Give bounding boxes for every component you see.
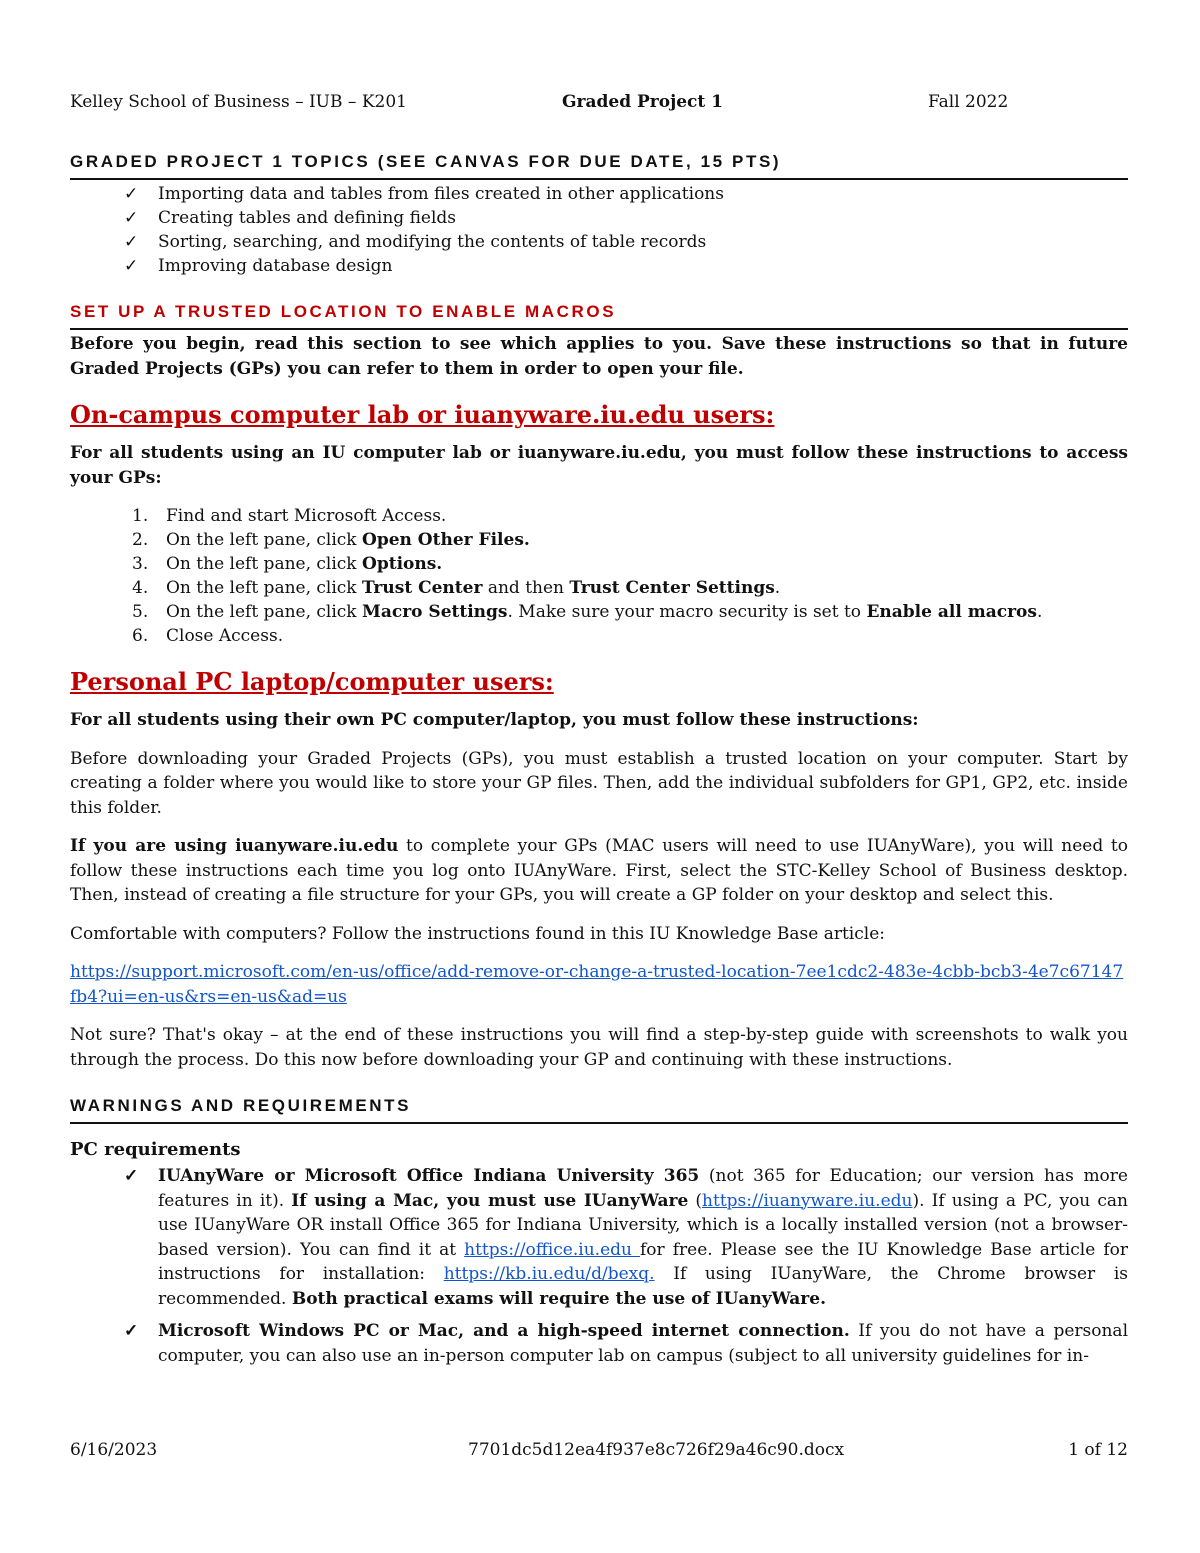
step-text: . Make sure your macro security is set to (507, 602, 867, 622)
oncampus-steps (70, 504, 1128, 648)
list-item (70, 528, 1128, 552)
req-text: ). If using a PC, you can use IUanyWare OR install Office 365 for Indiana University, which is a locally installed version (not a browser-based version). You can find it at (158, 1190, 1128, 1260)
list-item (70, 182, 1128, 206)
topics-heading (70, 148, 1128, 180)
step-text: Close Access. (166, 626, 284, 646)
pc-requirements-subhead: PC requirements (70, 1139, 241, 1160)
checkmark-icon: ✓ (124, 208, 139, 228)
step-text: and then (482, 578, 570, 598)
trusted-intro: Before you begin, read this section to see which applies to you. Save these instructions so that in future Graded Projects (GPs) you can refer to them in order to open your file. (70, 334, 1128, 379)
footer-date: 6/16/2023 (70, 1440, 158, 1460)
personal-para-4: Not sure? That's okay – at the end of these instructions you will find a step-by-step guide with screenshots to walk you through the process. Do this now before downloading your GP and continuing with these instructions. (70, 1025, 1128, 1070)
checkmark-icon: ✓ (124, 1321, 139, 1341)
req-text: for free. Please see the IU Knowledge Base article for instructions for installation: (158, 1239, 1128, 1284)
step-bold: Enable all macros (866, 602, 1037, 622)
trusted-location-heading: SET UP A TRUSTED LOCATION TO ENABLE MACROS (70, 298, 1128, 330)
checkmark-icon: ✓ (124, 184, 139, 204)
topic-text: Creating tables and defining fields (158, 208, 457, 228)
step-number: 6. (132, 626, 149, 646)
personal-heading: Personal PC laptop/computer users: (70, 667, 554, 696)
step-bold: Options. (362, 554, 443, 574)
list-item (70, 504, 1128, 528)
para-text: to complete your GPs (MAC users will need to use IUAnyWare), you will need to follow these instructions each time you log onto IUAnyWare. First, select the STC-Kelley School of Business desktop. Then, instead of creating a file structure for your GPs, you will create a GP folder on your desktop and select this. (70, 836, 1128, 905)
list-item (70, 552, 1128, 576)
list-item (70, 576, 1128, 600)
req-text: ( (688, 1190, 703, 1211)
para-bold: If you are using iuanyware.iu.edu (70, 836, 399, 856)
oncampus-intro: For all students using an IU computer lab or iuanyware.iu.edu, you must follow these instructions to access your GPs: (70, 443, 1128, 488)
checkmark-icon: ✓ (124, 256, 139, 276)
list-item (70, 624, 1128, 648)
topics-list (70, 182, 1128, 278)
checkmark-icon: ✓ (124, 232, 139, 252)
step-bold: Macro Settings (362, 602, 508, 622)
trusted-location-link[interactable]: https://support.microsoft.com/en-us/office/add-remove-or-change-a-trusted-location-7ee1cdc2-483e-4cbb-bcb3-4e7c67147fb4?ui=en-us&rs=en-us&ad=us (70, 962, 1124, 1007)
step-text: . (774, 578, 781, 598)
header-left: Kelley School of Business – IUB – K201 (70, 92, 407, 112)
req-text: (not 365 for Education; our version has more features in it). (158, 1166, 1128, 1211)
step-number: 4. (132, 578, 149, 598)
topic-text: Importing data and tables from files created in other applications (158, 184, 724, 204)
step-bold: Trust Center (362, 578, 483, 598)
step-text: On the left pane, click (166, 554, 363, 574)
checkmark-icon: ✓ (124, 1166, 139, 1186)
office-link[interactable]: https://office.iu.edu (464, 1239, 641, 1260)
topics-heading-text: GRADED PROJECT 1 TOPICS (SEE CANVAS FOR DUE DATE, 15 PTS) (70, 152, 782, 171)
list-item (70, 206, 1128, 230)
personal-para-2 (70, 834, 1128, 908)
step-text: On the left pane, click (166, 578, 363, 598)
oncampus-heading: On-campus computer lab or iuanyware.iu.edu users: (70, 400, 775, 429)
step-number: 5. (132, 602, 149, 622)
topic-text: Sorting, searching, and modifying the contents of table records (158, 232, 707, 252)
kb-link-paragraph (70, 960, 1128, 1009)
req-text: If using IUanyWare, the Chrome browser is recommended. (158, 1264, 1128, 1309)
page-content (70, 148, 1128, 1376)
personal-para-3: Comfortable with computers? Follow the instructions found in this IU Knowledge Base article: (70, 923, 885, 944)
personal-intro: For all students using their own PC computer/laptop, you must follow these instructions: (70, 710, 919, 730)
step-number: 3. (132, 554, 149, 574)
requirements-list (70, 1164, 1128, 1368)
list-item (70, 230, 1128, 254)
footer-filename: 7701dc5d12ea4f937e8c726f29a46c90.docx (468, 1440, 845, 1460)
list-item (70, 254, 1128, 278)
req-bold: Both practical exams will require the use of IUanyWare. (291, 1288, 826, 1309)
step-text: On the left pane, click (166, 602, 363, 622)
req-bold: IUAnyWare or Microsoft Office Indiana University 365 (158, 1166, 700, 1186)
iuanyware-link[interactable]: https://iuanyware.iu.edu (702, 1190, 913, 1211)
step-text: Find and start Microsoft Access. (166, 506, 447, 526)
step-text: . (1036, 602, 1043, 622)
kb-link[interactable]: https://kb.iu.edu/d/bexq. (443, 1264, 655, 1284)
step-number: 2. (132, 530, 149, 550)
header-right: Fall 2022 (928, 92, 1009, 112)
header-center: Graded Project 1 (562, 92, 723, 112)
document-page (70, 0, 1128, 1553)
list-item (70, 1319, 1128, 1368)
req-bold: Microsoft Windows PC or Mac, and a high-speed internet connection. (158, 1321, 850, 1341)
req-bold: If using a Mac, you must use IUanyWare (291, 1190, 689, 1211)
list-item (70, 1164, 1128, 1311)
req-text: If you do not have a personal computer, you can also use an in-person computer lab on campus (subject to all university guidelines for in- (158, 1321, 1129, 1366)
warnings-heading: WARNINGS AND REQUIREMENTS (70, 1092, 1128, 1124)
step-bold: Open Other Files. (362, 530, 530, 550)
list-item (70, 600, 1128, 624)
step-bold: Trust Center Settings (569, 578, 775, 598)
step-number: 1. (132, 506, 149, 526)
personal-para-1: Before downloading your Graded Projects (GPs), you must establish a trusted location on your computer. Start by creating a folder where you would like to store your GP files. Then, add the individual subfolders for GP1, GP2, etc. inside this folder. (70, 748, 1128, 818)
step-text: On the left pane, click (166, 530, 363, 550)
footer-page-number: 1 of 12 (1068, 1440, 1128, 1460)
topic-text: Improving database design (158, 256, 393, 276)
